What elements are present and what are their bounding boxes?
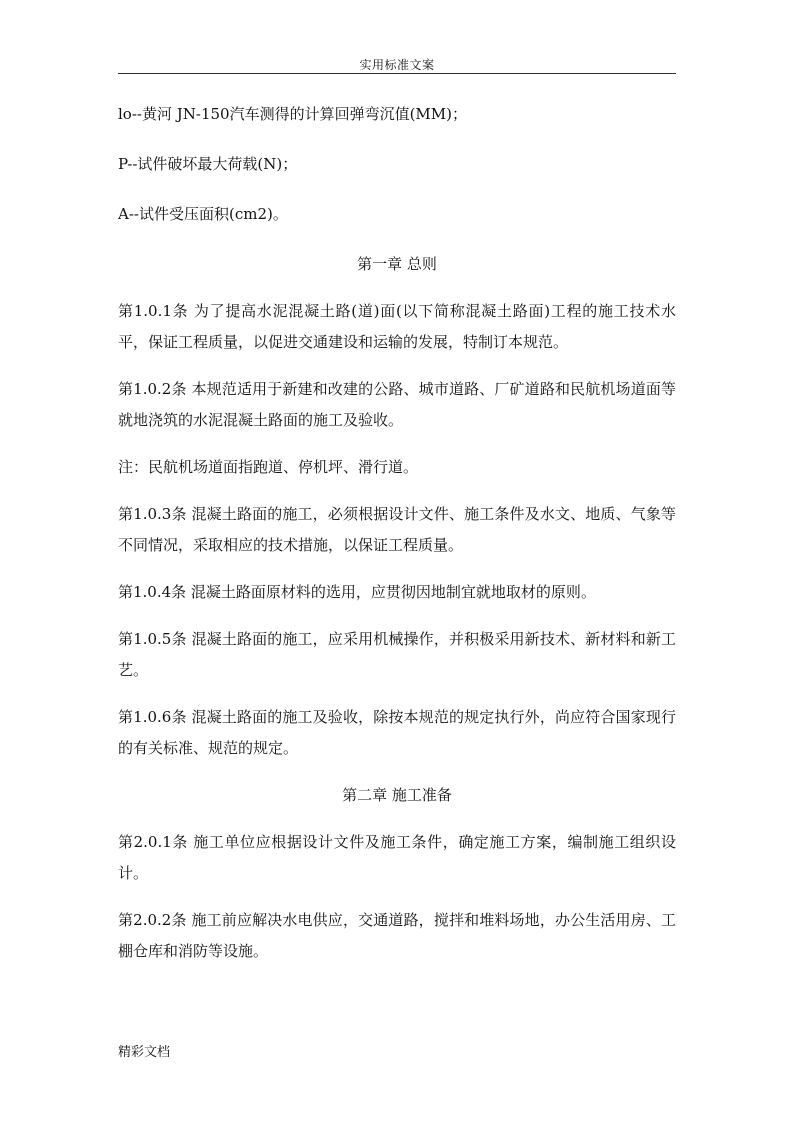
page-header: 实用标准文案 [359,58,435,72]
header-divider [118,73,676,74]
clause-1-0-5: 第1.0.5条 混凝土路面的施工，应采用机械操作，并积极采用新技术、新材料和新工艺。 [118,630,676,679]
chapter-1-heading: 第一章 总则 [357,255,437,273]
clause-2-0-2: 第2.0.2条 施工前应解决水电供应，交通道路，搅拌和堆料场地，办公生活用房、工棚仓库和消防等设施。 [118,911,676,960]
paragraph-lo-definition: lo--黄河 JN-150汽车测得的计算回弹弯沉值(MM)； [118,105,467,123]
chapter-2-heading: 第二章 施工准备 [342,786,452,804]
page-footer: 精彩文档 [118,1045,171,1060]
clause-1-0-2-note: 注：民航机场道面指跑道、停机坪、滑行道。 [118,458,419,476]
clause-1-0-1: 第1.0.1条 为了提高水泥混凝土路(道)面(以下简称混凝土路面)工程的施工技术水平，保证工程质量，以促进交通建设和运输的发展，特制订本规范。 [118,302,676,351]
clause-1-0-6: 第1.0.6条 混凝土路面的施工及验收，除按本规范的规定执行外，尚应符合国家现行的有关标准、规范的规定。 [118,708,676,757]
document-body [118,99,676,983]
clause-2-0-1: 第2.0.1条 施工单位应根据设计文件及施工条件，确定施工方案，编制施工组织设计。 [118,833,676,882]
clause-1-0-3: 第1.0.3条 混凝土路面的施工，必须根据设计文件、施工条件及水文、地质、气象等不同情况，采取相应的技术措施，以保证工程质量。 [118,505,676,554]
paragraph-a-definition: A--试件受压面积(cm2)。 [118,205,288,223]
paragraph-p-definition: P--试件破坏最大荷载(N)； [118,155,298,173]
clause-1-0-2: 第1.0.2条 本规范适用于新建和改建的公路、城市道路、厂矿道路和民航机场道面等就地浇筑的水泥混凝土路面的施工及验收。 [118,380,676,429]
clause-1-0-4: 第1.0.4条 混凝土路面原材料的选用，应贯彻因地制宜就地取材的原则。 [118,583,596,601]
